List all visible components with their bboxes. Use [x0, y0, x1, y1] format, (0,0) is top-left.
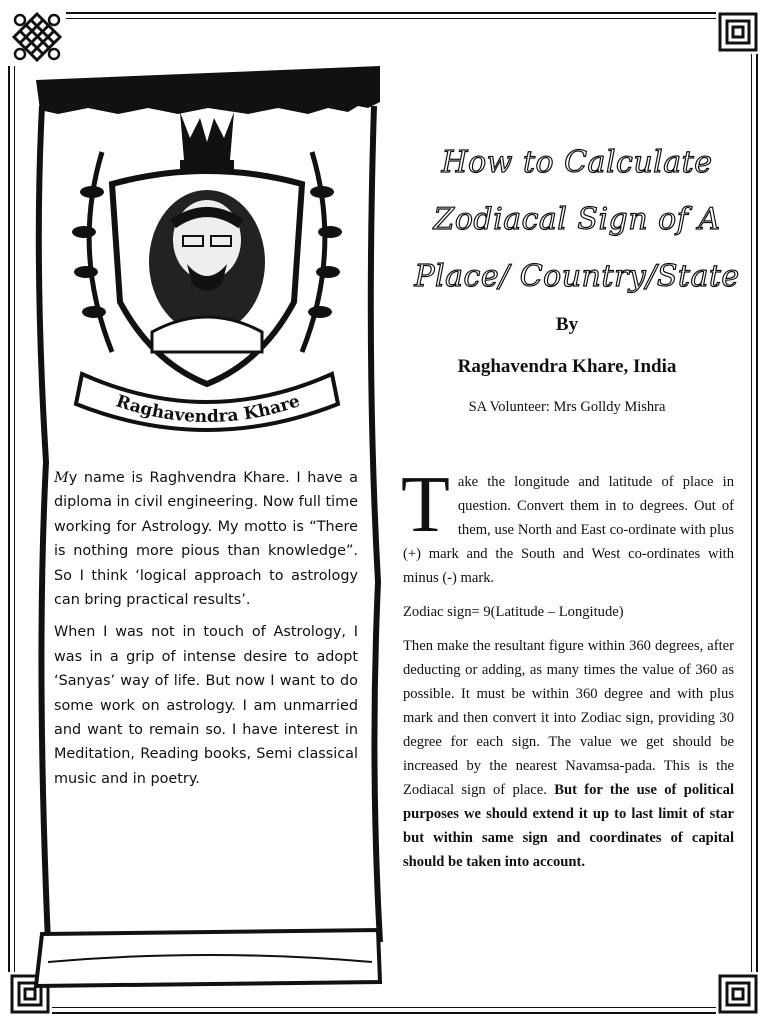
bio-dropcap: M — [54, 470, 69, 486]
article-dropcap: T — [401, 461, 450, 549]
key-pattern-corner-icon — [716, 972, 760, 1016]
byline: By — [555, 314, 579, 335]
bio-paragraph: My name is Raghvendra Khare. I have a diploma in civil engineering. Now full time working for Astrology. My motto is “There is nothing more pious than knowledge”. So I think ‘logical approach to astrology can bring practical results’. — [54, 470, 358, 609]
crest-with-crown-icon — [62, 112, 352, 452]
bio-paragraph: When I was not in touch of Astrology, I was in a grip of intense desire to adopt ‘Sanyas’ way of life. But now I want to do some work on astrology. I am unmarried and want to remain so. I have interest in Meditation, Reading books, Semi classical music and in poetry. — [54, 624, 358, 787]
author-name: Raghavendra Khare, India — [457, 356, 677, 377]
formula-text: Zodiac sign= 9(Latitude – Longitude) — [403, 604, 624, 620]
volunteer-credit: SA Volunteer: Mrs Golldy Mishra — [468, 399, 666, 415]
page-title: How to Calculate Zodiacal Sign of A Place/ Country/State — [414, 145, 740, 294]
endless-knot-icon — [8, 8, 66, 66]
article-paragraph: Take the longitude and latitude of place in question. Convert them in to degrees. Out of them, use North and East co-ordinate with plus (+) mark and the South and West co-ordinates with minus (-) mark. — [401, 461, 734, 586]
key-pattern-corner-icon — [716, 10, 760, 54]
article-body — [401, 461, 734, 884]
article-paragraph: Then make the resultant figure within 360 degrees, after deducting or adding, as many times the value of 360 as possible. It must be within 360 degree and with plus mark and then convert it into Zodiac sign, providing 30 degree for each sign. The value we get should be increased by the nearest Navamsa-pada. This is the Zodiacal sign of place. But for the use of political purposes we should extend it up to last limit of star but within same sign and coordinates of capital should be taken into account. — [403, 638, 734, 870]
author-bio — [54, 466, 358, 799]
crest-banner-text: Raghavendra Khare — [113, 391, 303, 428]
